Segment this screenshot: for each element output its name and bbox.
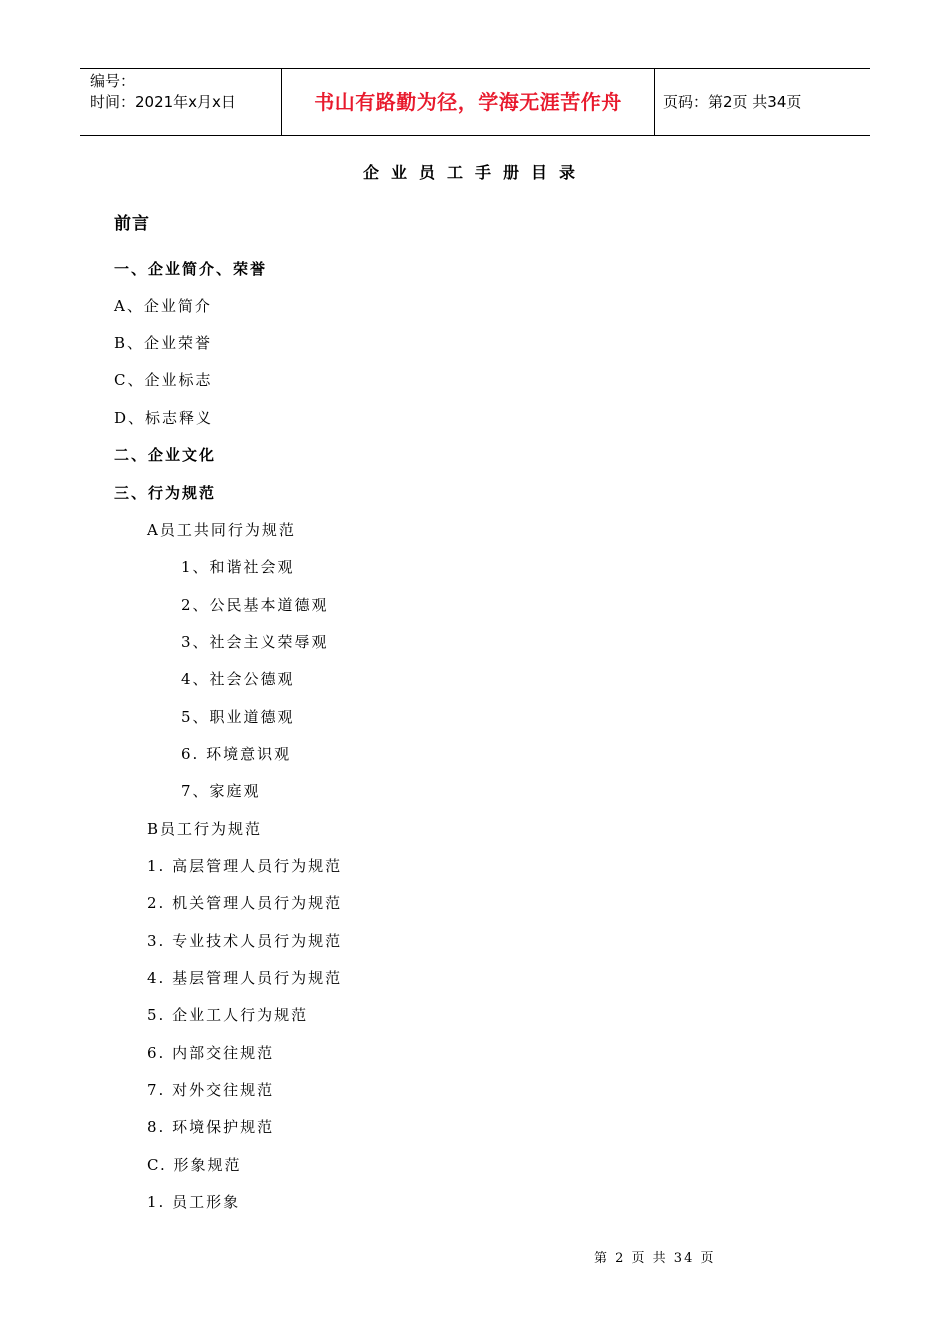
toc-item: 1、和谐社会观 [181, 558, 295, 576]
toc-item: 3. 专业技术人员行为规范 [147, 932, 343, 950]
toc-item: A、企业简介 [114, 297, 212, 315]
header-motto: 书山有路勤为径，学海无涯苦作舟 [282, 69, 655, 135]
toc-preface: 前言 [114, 214, 150, 234]
toc-item: C、企业标志 [114, 371, 213, 389]
toc-item: 2. 机关管理人员行为规范 [147, 894, 343, 912]
toc-subsection: C. 形象规范 [147, 1156, 242, 1174]
toc-item: 6. 内部交往规范 [147, 1044, 275, 1062]
toc-item: 4. 基层管理人员行为规范 [147, 969, 343, 987]
toc-item: 4、社会公德观 [181, 670, 295, 688]
document-date: 时间：2021年x月x日 [90, 93, 236, 111]
toc-section-2: 二、企业文化 [114, 446, 217, 464]
toc-item: 1. 高层管理人员行为规范 [147, 857, 343, 875]
page-footer-number: 第 2 页 共 34 页 [594, 1251, 716, 1266]
toc-item: 1. 员工形象 [147, 1193, 241, 1211]
header-page-info: 页码：第2页 共34页 [663, 93, 802, 111]
toc-subsection: A员工共同行为规范 [147, 521, 296, 539]
toc-item: D、标志释义 [114, 409, 214, 427]
page-header [80, 68, 870, 136]
toc-item: B、企业荣誉 [114, 334, 213, 352]
toc-item: 6. 环境意识观 [181, 745, 292, 763]
toc-item: 5、职业道德观 [181, 708, 295, 726]
toc-item: 7、家庭观 [181, 782, 261, 800]
document-title: 企业员工手册目录 [362, 163, 587, 182]
toc-item: 2、公民基本道德观 [181, 596, 329, 614]
header-left-cell [80, 69, 282, 135]
document-number-label: 编号： [90, 72, 136, 90]
toc-item: 5. 企业工人行为规范 [147, 1006, 309, 1024]
toc-subsection: B员工行为规范 [147, 820, 263, 838]
toc-item: 8. 环境保护规范 [147, 1118, 275, 1136]
toc-item: 3、社会主义荣辱观 [181, 633, 329, 651]
toc-section-1: 一、企业简介、荣誉 [114, 260, 268, 278]
toc-item: 7. 对外交往规范 [147, 1081, 275, 1099]
toc-section-3: 三、行为规范 [114, 484, 217, 502]
